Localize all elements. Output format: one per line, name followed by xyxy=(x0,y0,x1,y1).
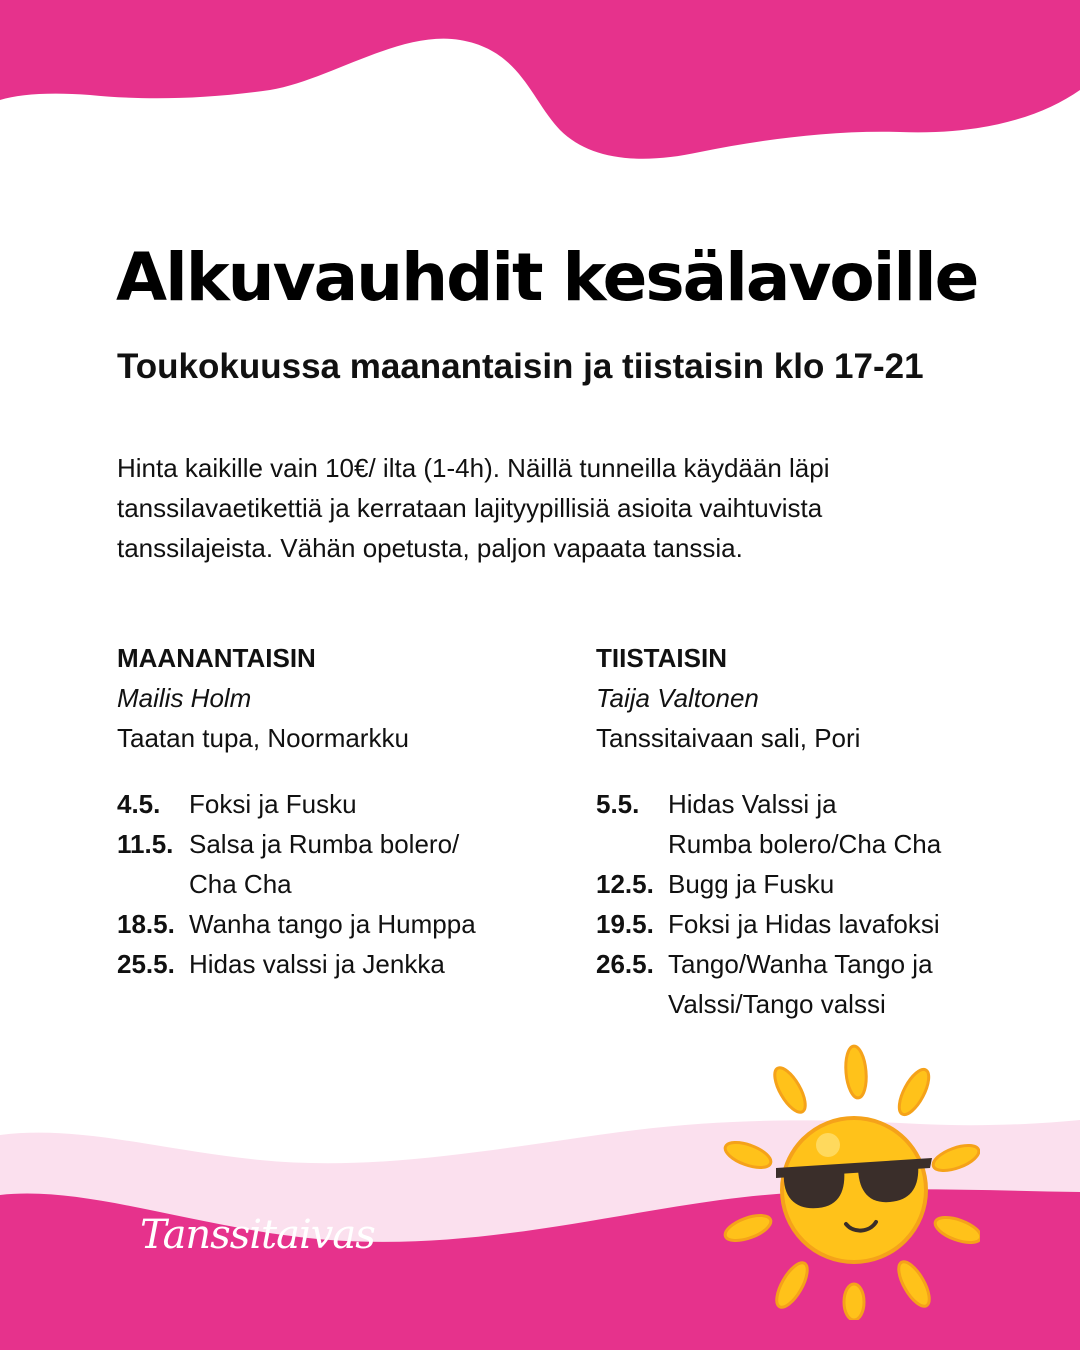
sun-with-sunglasses-icon xyxy=(718,1040,980,1320)
session-topic xyxy=(189,944,537,984)
session-topic-line: Foksi ja Fusku xyxy=(189,789,357,819)
monday-venue: Taatan tupa, Noormarkku xyxy=(117,723,409,753)
monday-teacher: Mailis Holm xyxy=(117,683,252,713)
session-topic xyxy=(189,904,537,944)
monday-schedule xyxy=(117,638,537,984)
intro-text xyxy=(117,448,937,568)
session-topic xyxy=(189,784,537,824)
session-row xyxy=(596,904,1036,944)
session-date: 26.5. xyxy=(596,949,654,979)
session-row xyxy=(596,944,1036,1024)
session-date: 19.5. xyxy=(596,909,654,939)
session-topic-line: Cha Cha xyxy=(189,869,292,899)
page-subtitle: Toukokuussa maanantaisin ja tiistaisin klo 17-21 xyxy=(117,347,924,386)
session-topic xyxy=(668,904,1036,944)
session-topic-line: Valssi/Tango valssi xyxy=(668,989,886,1019)
intro-line: Hinta kaikille vain 10€/ ilta (1-4h). Näillä tunneilla käydään läpi xyxy=(117,453,830,483)
session-topic xyxy=(668,864,1036,904)
session-topic-line: Wanha tango ja Humppa xyxy=(189,909,476,939)
session-topic-line: Bugg ja Fusku xyxy=(668,869,835,899)
session-topic-line: Hidas Valssi ja xyxy=(668,789,837,819)
session-topic xyxy=(668,944,1036,1024)
session-row xyxy=(596,784,1036,864)
intro-line: tanssilajeista. Vähän opetusta, paljon vapaata tanssia. xyxy=(117,533,743,563)
session-topic-line: Tango/Wanha Tango ja xyxy=(668,949,933,979)
monday-session-list xyxy=(117,784,537,984)
tuesday-schedule xyxy=(596,638,1036,1024)
session-topic-line: Salsa ja Rumba bolero/ xyxy=(189,829,460,859)
tuesday-session-list xyxy=(596,784,1036,1024)
session-topic-line: Rumba bolero/Cha Cha xyxy=(668,829,942,859)
session-topic xyxy=(668,784,1036,864)
session-row xyxy=(117,784,537,824)
intro-line: tanssilavaetikettiä ja kerrataan lajityypillisiä asioita vaihtuvista xyxy=(117,493,823,523)
session-row xyxy=(596,864,1036,904)
tuesday-venue: Tanssitaivaan sali, Pori xyxy=(596,723,861,753)
session-date: 12.5. xyxy=(596,869,654,899)
session-date: 25.5. xyxy=(117,949,175,979)
session-date: 11.5. xyxy=(117,829,174,859)
session-topic-line: Foksi ja Hidas lavafoksi xyxy=(668,909,940,939)
session-date: 5.5. xyxy=(596,789,640,819)
top-wave-decoration xyxy=(0,0,1080,170)
session-date: 18.5. xyxy=(117,909,175,939)
session-topic xyxy=(189,824,537,904)
tuesday-teacher: Taija Valtonen xyxy=(596,683,759,713)
session-row xyxy=(117,904,537,944)
monday-heading: MAANANTAISIN xyxy=(117,643,316,673)
session-date: 4.5. xyxy=(117,789,161,819)
session-row xyxy=(117,944,537,984)
page-title: Alkuvauhdit kesälavoille xyxy=(116,239,978,316)
top-wave-shape xyxy=(0,0,1080,159)
tanssitaivas-logo: Tanssitaivas xyxy=(140,1212,375,1258)
session-topic-line: Hidas valssi ja Jenkka xyxy=(189,949,445,979)
tuesday-heading: TIISTAISIN xyxy=(596,643,727,673)
session-row xyxy=(117,824,537,904)
